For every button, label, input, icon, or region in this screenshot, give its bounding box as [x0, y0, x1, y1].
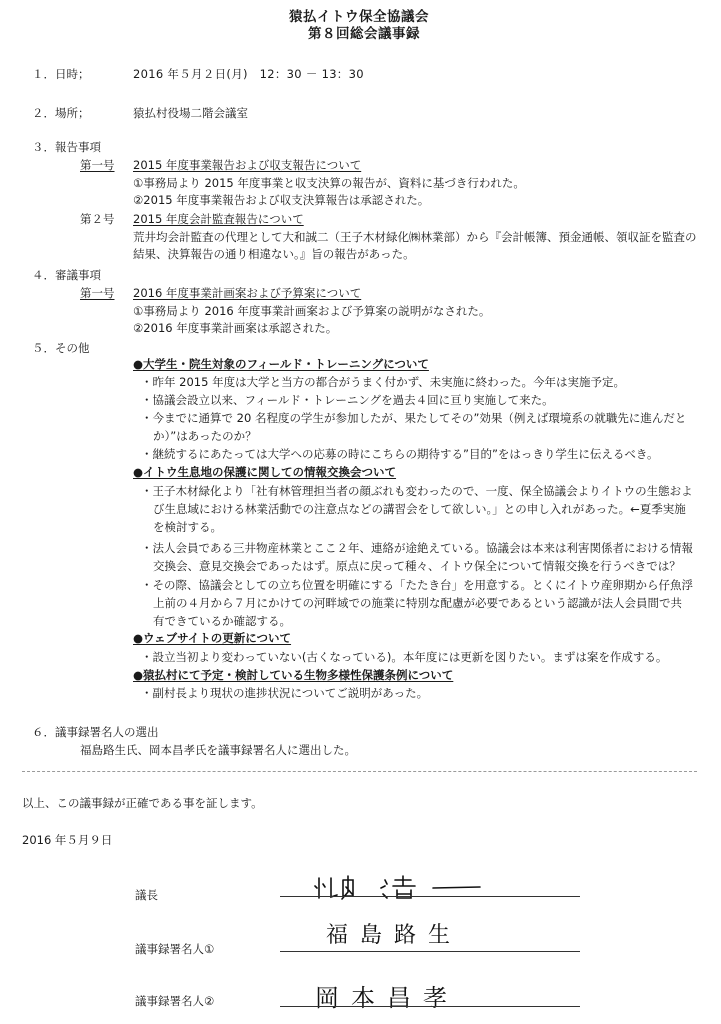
signer-1-label: 議事録署名人①: [135, 942, 215, 956]
report-2-line-2: 結果、決算報告の通り相違ない。』旨の報告があった。: [133, 247, 415, 261]
topic-biodiversity-ordinance-heading: ●猿払村にて予定・検討している生物多様性保護条例について: [133, 668, 454, 682]
place-value: 猿払村役場二階会議室: [133, 106, 248, 120]
topic-4-bullet-1: ・副村長より現状の進捗状況についてご説明があった。: [141, 686, 429, 700]
certification-statement: 以上、この議事録が正確である事を証します。: [22, 796, 263, 810]
topic-2-bullet-1a: ・王子木材緑化より「社有林管理担当者の顔ぶれも変わったので、一度、保全協議会よりイトウの生態およ: [141, 484, 693, 498]
report-2-line-1: 荒井均会計監査の代理として大和誠二（王子木材緑化㈱林業部）から『会計帳簿、預金通帳、領収証を監査の: [133, 230, 697, 244]
deliberation-label: ４．審議事項: [32, 268, 101, 282]
topic-1-bullet-3a: ・今までに通算で 20 名程度の学生が参加したが、果たしてその”効果（例えば環境系の就職先に進んだと: [141, 411, 687, 425]
place-label: ２．場所；: [32, 106, 90, 120]
topic-1-bullet-4: ・継続するにあたっては大学への応募の時にこちらの期待する”目的”をはっきり学生に伝えるべき。: [141, 447, 659, 461]
organization-name: 猿払イトウ保全協議会: [289, 9, 429, 25]
topic-2-bullet-2a: ・法人会員である三井物産林業とここ２年、連絡が途絶えている。協議会は本来は利害関係者における情報: [141, 541, 693, 555]
other-label: ５．その他: [32, 341, 90, 355]
topic-1-bullet-2: ・協議会設立以来、フィールド・トレーニングを過去４回に亘り実施して来た。: [141, 393, 554, 407]
deliberation-1-title: 2016 年度事業計画案および予算案について: [133, 286, 362, 300]
signer-1-signature-line: [280, 951, 580, 952]
chair-signature-handwriting: [315, 872, 490, 902]
topic-1-bullet-3b: か）”はあったのか？: [153, 429, 257, 443]
signers-selection-text: 福島路生氏、岡本昌孝氏を議事録署名人に選出した。: [80, 743, 356, 757]
report-1-number: 第一号: [80, 158, 115, 172]
topic-2-bullet-3b: 上前の４月から７月にかけての河畔域での施業に特別な配慮が必要であるという認識が法人会員間で共: [153, 596, 682, 610]
date-label: １．日時；: [32, 67, 90, 81]
topic-field-training-heading: ●大学生・院生対象のフィールド・トレーニングについて: [133, 357, 429, 371]
signers-selection-label: ６．議事録署名人の選出: [32, 725, 159, 739]
chair-signature-line: [280, 896, 580, 897]
deliberation-1-number: 第一号: [80, 286, 115, 300]
topic-1-bullet-1: ・昨年 2015 年度は大学と当方の都合がうまく付かず、未実施に終わった。今年は実施予定。: [141, 375, 626, 389]
deliberation-1-line-1: ①事務局より 2016 年度事業計画案および予算案の説明がなされた。: [133, 304, 491, 318]
signer-1-signature: 福島路生: [326, 923, 463, 948]
chair-label: 議長: [135, 888, 158, 902]
report-2-title: 2015 年度会計監査報告について: [133, 212, 304, 226]
topic-website-heading: ●ウェブサイトの更新について: [133, 631, 292, 645]
signer-2-signature: 岡本昌孝: [315, 984, 459, 1012]
topic-2-bullet-2b: 交換会、意見交換会であったはず。原点に戻って種々、イトウ保全について情報交換を行うべきでは？: [153, 559, 681, 573]
reports-label: ３．報告事項: [32, 140, 101, 154]
document-title: 第８回総会議事録: [308, 26, 420, 42]
signer-2-label: 議事録署名人②: [135, 994, 215, 1008]
topic-2-bullet-3c: 有できているか確認する。: [153, 614, 291, 628]
topic-3-bullet-1: ・設立当初より変わっていない(古くなっている)。本年度には更新を図りたい。まずは案を作成する。: [141, 650, 668, 664]
topic-2-bullet-1b: び生息域における林業活動での注意点などの講習会をして欲しい。」との申し入れがあった。←夏季実施: [153, 502, 686, 516]
signing-date: 2016 年５月９日: [22, 833, 113, 847]
date-value: 2016 年５月２日(月) 12：30 － 13：30: [133, 67, 364, 81]
report-2-number: 第２号: [80, 212, 115, 226]
signer-2-signature-line: [280, 1006, 580, 1007]
deliberation-1-line-2: ②2016 年度事業計画案は承認された。: [133, 321, 338, 335]
topic-habitat-exchange-heading: ●イトウ生息地の保護に関しての情報交換会ついて: [133, 465, 397, 479]
report-1-line-1: ①事務局より 2015 年度事業と収支決算の報告が、資料に基づき行われた。: [133, 176, 525, 190]
report-1-line-2: ②2015 年度事業報告および収支決算報告は承認された。: [133, 193, 430, 207]
dashed-separator: [22, 771, 697, 772]
topic-2-bullet-3a: ・その際、協議会としての立ち位置を明確にする「たたき台」を用意する。とくにイトウ産卵期から仔魚浮: [141, 578, 693, 592]
report-1-title: 2015 年度事業報告および収支報告について: [133, 158, 362, 172]
topic-2-bullet-1c: を検討する。: [153, 520, 222, 534]
